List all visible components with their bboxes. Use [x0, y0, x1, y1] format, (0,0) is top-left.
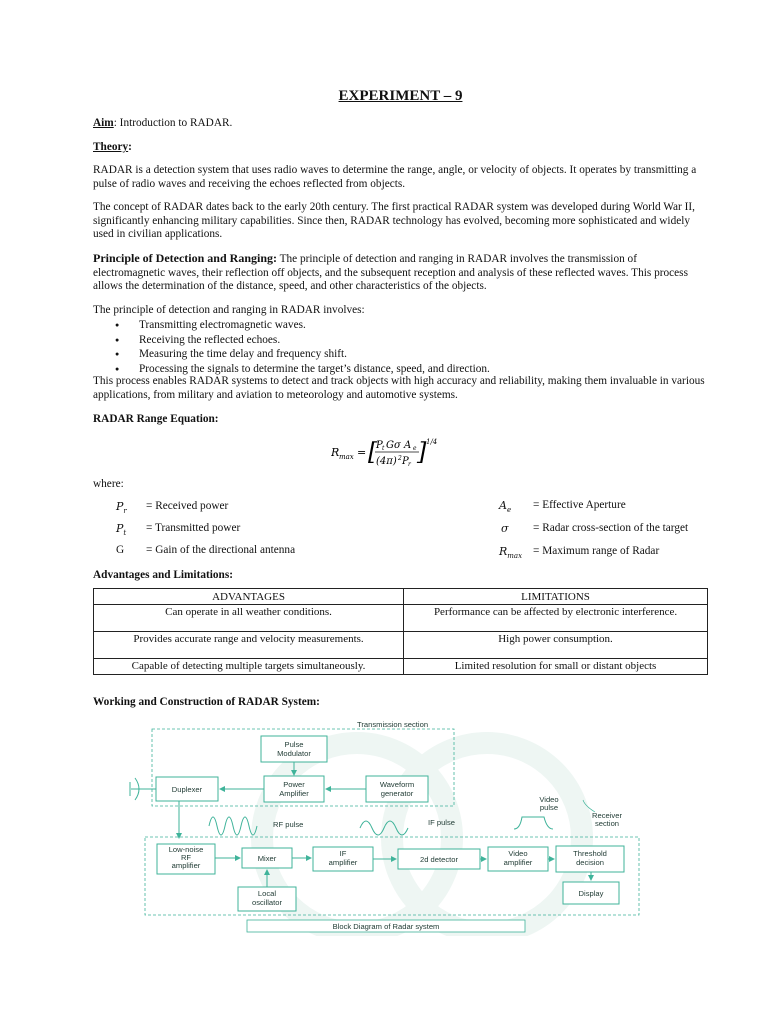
svg-text:Modulator: Modulator — [277, 749, 311, 758]
theory-colon: : — [128, 141, 132, 153]
svg-text:Display: Display — [578, 889, 604, 898]
definition-maximum-range: = Maximum range of Radar — [533, 545, 660, 557]
definition-received-power: = Received power — [146, 500, 229, 512]
principle-list-intro: The principle of detection and ranging in RADAR involves: — [93, 304, 365, 316]
list-item: ● Receiving the reflected echoes. — [93, 333, 490, 348]
svg-text:generator: generator — [380, 789, 414, 798]
svg-text:Mixer: Mixer — [257, 854, 277, 863]
svg-text:amplifier: amplifier — [328, 858, 358, 867]
symbol-g: G — [116, 544, 125, 556]
svg-text:2: 2 — [398, 455, 402, 462]
principle-text: The principle of detection and ranging in RADAR involves the transmission of electromagnetic waves, their reflection off objects, and the subsequent reception and analysis of these reflected waves. This process allows the determination of the distance, speed, and other characteristics of the objects. — [93, 253, 688, 293]
table-row — [94, 659, 708, 675]
svg-text:pulse: pulse — [539, 803, 559, 812]
svg-text:amplifier: amplifier — [503, 858, 533, 867]
transmission-section-label: Transmission section — [357, 720, 429, 729]
svg-text:Low-noise: Low-noise — [168, 845, 204, 854]
svg-text:Gσ A: Gσ A — [386, 440, 412, 451]
svg-text:Pulse: Pulse — [284, 740, 304, 749]
svg-text:1/4: 1/4 — [426, 438, 438, 446]
svg-text:Waveform: Waveform — [379, 780, 415, 789]
working-heading: Working and Construction of RADAR System: — [93, 696, 320, 708]
block-diagram-svg — [117, 718, 647, 936]
table-row — [94, 605, 708, 632]
symbol-ae: $A_e$ — [499, 499, 512, 515]
diagram-caption: Block Diagram of Radar system — [332, 922, 440, 931]
list-item: ● Transmitting electromagnetic waves. — [93, 318, 490, 333]
paragraph-principle — [93, 252, 708, 294]
svg-text:Video: Video — [539, 795, 559, 804]
svg-text:e: e — [413, 445, 417, 452]
svg-text:RF pulse: RF pulse — [273, 820, 304, 829]
svg-text:amplifier: amplifier — [171, 861, 201, 870]
theory-label: Theory — [93, 141, 129, 153]
paragraph-applications: This process enables RADAR systems to detect and track objects with high accuracy and reliability, making them invaluable in various applications, from military and aviation to meteorology and automotive systems. — [93, 375, 705, 401]
svg-text:r: r — [408, 461, 411, 468]
definition-effective-aperture: = Effective Aperture — [533, 499, 626, 511]
svg-text:Local: Local — [257, 889, 277, 898]
svg-text:P: P — [402, 456, 409, 467]
aim-label: Aim — [93, 117, 114, 129]
aim-line — [93, 116, 232, 130]
definition-transmitted-power: = Transmitted power — [146, 522, 241, 534]
principle-list — [93, 318, 490, 376]
header-limitations: LIMITATIONS — [404, 589, 708, 605]
svg-text:IF pulse: IF pulse — [428, 818, 456, 827]
table-header-row — [94, 589, 708, 605]
svg-text:R: R — [331, 446, 340, 459]
principle-heading: Principle of Detection and Ranging: — [93, 251, 277, 265]
svg-text:P: P — [376, 440, 383, 451]
svg-text:(4π): (4π) — [376, 456, 397, 467]
paragraph-history: The concept of RADAR dates back to the early 20th century. The first practical RADAR system was developed during World War II, significantly enhancing military capabilities. Since then, RADAR technology has evolved, becoming more sophisticated and widely used in civilian applications. — [93, 201, 695, 241]
range-equation-heading: RADAR Range Equation: — [93, 413, 219, 425]
table-cell: High power consumption. — [404, 632, 708, 659]
svg-text:Video: Video — [508, 849, 528, 858]
symbol-rmax: $R_{max}$ — [499, 545, 523, 561]
definition-cross-section: = Radar cross-section of the target — [533, 522, 689, 534]
svg-text:=: = — [357, 446, 367, 459]
svg-text:Threshold: Threshold — [573, 849, 607, 858]
table-cell: Performance can be affected by electronic interference. — [404, 605, 708, 632]
aim-text: : Introduction to RADAR. — [113, 117, 233, 129]
svg-text:Power: Power — [283, 780, 305, 789]
table-cell: Can operate in all weather conditions. — [94, 605, 404, 632]
symbol-pr: $P_r$ — [116, 500, 127, 516]
svg-text:Amplifier: Amplifier — [279, 789, 309, 798]
svg-text:oscillator: oscillator — [252, 898, 282, 907]
svg-text:]: ] — [417, 438, 427, 466]
page-title: EXPERIMENT – 9 — [338, 88, 463, 104]
svg-text:t: t — [382, 445, 385, 452]
symbol-pt: $P_t$ — [116, 522, 127, 538]
table-cell: Provides accurate range and velocity measurements. — [94, 632, 404, 659]
svg-text:section: section — [594, 819, 620, 828]
svg-text:max: max — [339, 453, 354, 461]
svg-text:[: [ — [368, 438, 378, 466]
list-item: ● Measuring the time delay and frequency shift. — [93, 347, 490, 362]
definition-gain: = Gain of the directional antenna — [146, 544, 296, 556]
svg-text:RF: RF — [180, 853, 192, 862]
where-label: where: — [93, 478, 124, 490]
svg-text:Receiver: Receiver — [592, 811, 622, 820]
table-cell: Limited resolution for small or distant objects — [404, 659, 708, 675]
advantages-heading: Advantages and Limitations: — [93, 569, 233, 581]
table-cell: Capable of detecting multiple targets simultaneously. — [94, 659, 404, 675]
svg-text:decision: decision — [576, 858, 604, 867]
svg-text:2d detector: 2d detector — [420, 855, 458, 864]
advantages-limitations-table — [93, 588, 708, 675]
svg-text:Duplexer: Duplexer — [171, 785, 203, 794]
theory-heading — [93, 140, 132, 154]
symbol-sigma: σ — [501, 522, 509, 535]
paragraph-intro: RADAR is a detection system that uses radio waves to determine the range, angle, or velocity of objects. It operates by transmitting a pulse of radio waves and receiving the echoes reflected from objects. — [93, 164, 697, 190]
svg-text:IF: IF — [339, 849, 347, 858]
equation-graphic — [331, 435, 441, 471]
list-item: ● Processing the signals to determine the target’s distance, speed, and direction. — [93, 362, 490, 377]
table-row — [94, 632, 708, 659]
radar-block-diagram — [117, 718, 647, 936]
radar-range-equation — [331, 435, 441, 474]
header-advantages: ADVANTAGES — [94, 589, 404, 605]
